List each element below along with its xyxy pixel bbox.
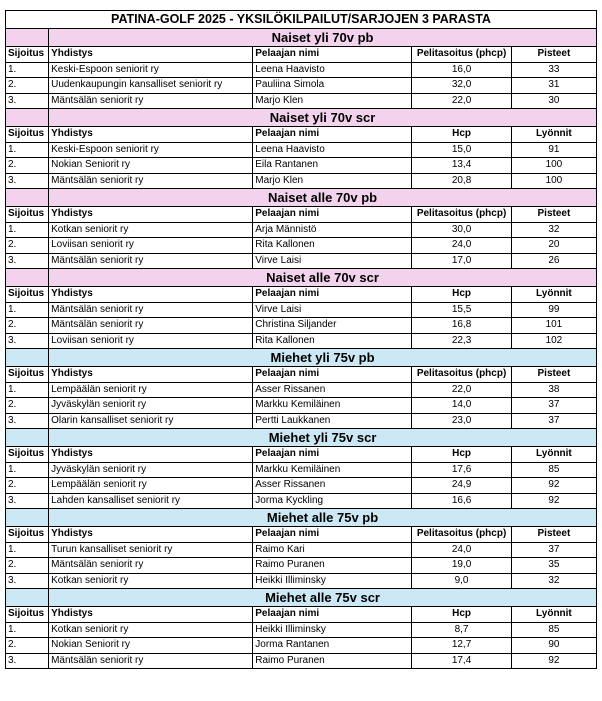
score-cell: 33 xyxy=(511,62,596,78)
column-header-handicap: Hcp xyxy=(412,447,512,463)
club-cell: Mäntsälän seniorit ry xyxy=(49,318,253,334)
rank-cell: 2. xyxy=(6,398,49,414)
handicap-cell: 16,6 xyxy=(412,493,512,509)
column-header-rank: Sijoitus xyxy=(6,47,49,63)
handicap-cell: 19,0 xyxy=(412,558,512,574)
column-header-score: Pisteet xyxy=(511,527,596,543)
table-row xyxy=(6,462,597,478)
club-cell: Kotkan seniorit ry xyxy=(49,622,253,638)
handicap-cell: 9,0 xyxy=(412,573,512,589)
score-cell: 37 xyxy=(511,542,596,558)
column-header-handicap: Pelitasoitus (phcp) xyxy=(412,367,512,383)
rank-cell: 1. xyxy=(6,302,49,318)
club-cell: Lahden kansalliset seniorit ry xyxy=(49,493,253,509)
column-header-score: Pisteet xyxy=(511,367,596,383)
column-header-handicap: Pelitasoitus (phcp) xyxy=(412,207,512,223)
results-table xyxy=(5,10,597,669)
rank-cell: 3. xyxy=(6,93,49,109)
rank-cell: 2. xyxy=(6,478,49,494)
column-header-rank: Sijoitus xyxy=(6,527,49,543)
club-cell: Kotkan seniorit ry xyxy=(49,222,253,238)
score-cell: 85 xyxy=(511,622,596,638)
column-header-club: Yhdistys xyxy=(49,447,253,463)
column-header-handicap: Hcp xyxy=(412,287,512,303)
score-cell: 30 xyxy=(511,93,596,109)
table-row xyxy=(6,222,597,238)
score-cell: 101 xyxy=(511,318,596,334)
club-cell: Mäntsälän seniorit ry xyxy=(49,253,253,269)
player-cell: Virve Laisi xyxy=(253,302,412,318)
score-cell: 26 xyxy=(511,253,596,269)
player-cell: Jorma Rantanen xyxy=(253,638,412,654)
handicap-cell: 12,7 xyxy=(412,638,512,654)
score-cell: 85 xyxy=(511,462,596,478)
club-cell: Nokian Seniorit ry xyxy=(49,158,253,174)
category-spacer-cell xyxy=(6,269,49,287)
rank-cell: 3. xyxy=(6,173,49,189)
column-header-row xyxy=(6,367,597,383)
player-cell: Heikki Illiminsky xyxy=(253,622,412,638)
player-cell: Markku Kemiläinen xyxy=(253,462,412,478)
handicap-cell: 23,0 xyxy=(412,413,512,429)
score-cell: 99 xyxy=(511,302,596,318)
table-row xyxy=(6,238,597,254)
score-cell: 37 xyxy=(511,413,596,429)
table-row xyxy=(6,398,597,414)
table-row xyxy=(6,158,597,174)
category-spacer-cell xyxy=(6,109,49,127)
rank-cell: 1. xyxy=(6,222,49,238)
rank-cell: 2. xyxy=(6,78,49,94)
handicap-cell: 17,4 xyxy=(412,653,512,669)
table-row xyxy=(6,653,597,669)
column-header-player: Pelaajan nimi xyxy=(253,527,412,543)
score-cell: 92 xyxy=(511,493,596,509)
score-cell: 35 xyxy=(511,558,596,574)
table-row xyxy=(6,413,597,429)
score-cell: 37 xyxy=(511,398,596,414)
category-title: Miehet yli 75v pb xyxy=(49,349,597,367)
player-cell: Raimo Kari xyxy=(253,542,412,558)
column-header-player: Pelaajan nimi xyxy=(253,47,412,63)
handicap-cell: 13,4 xyxy=(412,158,512,174)
club-cell: Lempäälän seniorit ry xyxy=(49,382,253,398)
handicap-cell: 16,0 xyxy=(412,62,512,78)
table-row xyxy=(6,573,597,589)
rank-cell: 2. xyxy=(6,238,49,254)
table-row xyxy=(6,622,597,638)
category-spacer-cell xyxy=(6,509,49,527)
rank-cell: 3. xyxy=(6,253,49,269)
rank-cell: 1. xyxy=(6,462,49,478)
club-cell: Mäntsälän seniorit ry xyxy=(49,302,253,318)
rank-cell: 3. xyxy=(6,413,49,429)
table-row xyxy=(6,638,597,654)
player-cell: Raimo Puranen xyxy=(253,653,412,669)
column-header-score: Lyönnit xyxy=(511,287,596,303)
column-header-player: Pelaajan nimi xyxy=(253,287,412,303)
handicap-cell: 16,8 xyxy=(412,318,512,334)
column-header-row xyxy=(6,527,597,543)
column-header-club: Yhdistys xyxy=(49,287,253,303)
club-cell: Mäntsälän seniorit ry xyxy=(49,558,253,574)
column-header-rank: Sijoitus xyxy=(6,607,49,623)
column-header-player: Pelaajan nimi xyxy=(253,607,412,623)
rank-cell: 3. xyxy=(6,653,49,669)
column-header-score: Pisteet xyxy=(511,47,596,63)
player-cell: Marjo Klen xyxy=(253,173,412,189)
score-cell: 100 xyxy=(511,158,596,174)
column-header-handicap: Hcp xyxy=(412,607,512,623)
category-row xyxy=(6,29,597,47)
player-cell: Eila Rantanen xyxy=(253,158,412,174)
score-cell: 91 xyxy=(511,142,596,158)
category-row xyxy=(6,589,597,607)
club-cell: Turun kansalliset seniorit ry xyxy=(49,542,253,558)
column-header-row xyxy=(6,47,597,63)
score-cell: 32 xyxy=(511,573,596,589)
handicap-cell: 22,0 xyxy=(412,93,512,109)
column-header-row xyxy=(6,127,597,143)
rank-cell: 1. xyxy=(6,542,49,558)
player-cell: Arja Männistö xyxy=(253,222,412,238)
table-row xyxy=(6,78,597,94)
column-header-club: Yhdistys xyxy=(49,607,253,623)
rank-cell: 2. xyxy=(6,558,49,574)
handicap-cell: 24,0 xyxy=(412,238,512,254)
column-header-rank: Sijoitus xyxy=(6,367,49,383)
rank-cell: 3. xyxy=(6,493,49,509)
column-header-score: Lyönnit xyxy=(511,447,596,463)
handicap-cell: 14,0 xyxy=(412,398,512,414)
table-row xyxy=(6,493,597,509)
club-cell: Jyväskylän seniorit ry xyxy=(49,462,253,478)
club-cell: Jyväskylän seniorit ry xyxy=(49,398,253,414)
rank-cell: 2. xyxy=(6,158,49,174)
score-cell: 92 xyxy=(511,653,596,669)
column-header-handicap: Hcp xyxy=(412,127,512,143)
club-cell: Lempäälän seniorit ry xyxy=(49,478,253,494)
player-cell: Jorma Kyckling xyxy=(253,493,412,509)
player-cell: Asser Rissanen xyxy=(253,382,412,398)
club-cell: Olarin kansalliset seniorit ry xyxy=(49,413,253,429)
table-row xyxy=(6,302,597,318)
handicap-cell: 8,7 xyxy=(412,622,512,638)
title-row xyxy=(6,11,597,29)
column-header-club: Yhdistys xyxy=(49,367,253,383)
category-title: Miehet yli 75v scr xyxy=(49,429,597,447)
handicap-cell: 17,6 xyxy=(412,462,512,478)
player-cell: Christina Siljander xyxy=(253,318,412,334)
category-spacer-cell xyxy=(6,429,49,447)
column-header-rank: Sijoitus xyxy=(6,207,49,223)
club-cell: Loviisan seniorit ry xyxy=(49,238,253,254)
club-cell: Kotkan seniorit ry xyxy=(49,573,253,589)
rank-cell: 1. xyxy=(6,62,49,78)
score-cell: 90 xyxy=(511,638,596,654)
column-header-score: Pisteet xyxy=(511,207,596,223)
player-cell: Pauliina Simola xyxy=(253,78,412,94)
category-spacer-cell xyxy=(6,29,49,47)
rank-cell: 2. xyxy=(6,638,49,654)
player-cell: Leena Haavisto xyxy=(253,62,412,78)
handicap-cell: 22,0 xyxy=(412,382,512,398)
table-row xyxy=(6,478,597,494)
category-spacer-cell xyxy=(6,589,49,607)
club-cell: Mäntsälän seniorit ry xyxy=(49,173,253,189)
column-header-player: Pelaajan nimi xyxy=(253,367,412,383)
category-spacer-cell xyxy=(6,189,49,207)
player-cell: Leena Haavisto xyxy=(253,142,412,158)
column-header-club: Yhdistys xyxy=(49,127,253,143)
column-header-player: Pelaajan nimi xyxy=(253,207,412,223)
table-row xyxy=(6,173,597,189)
club-cell: Keski-Espoon seniorit ry xyxy=(49,62,253,78)
category-title: Naiset alle 70v scr xyxy=(49,269,597,287)
rank-cell: 3. xyxy=(6,333,49,349)
player-cell: Rita Kallonen xyxy=(253,333,412,349)
club-cell: Mäntsälän seniorit ry xyxy=(49,653,253,669)
table-row xyxy=(6,253,597,269)
rank-cell: 1. xyxy=(6,382,49,398)
results-sheet xyxy=(5,10,597,669)
table-row xyxy=(6,558,597,574)
table-row xyxy=(6,333,597,349)
column-header-row xyxy=(6,207,597,223)
category-row xyxy=(6,269,597,287)
results-table-body xyxy=(6,11,597,669)
column-header-rank: Sijoitus xyxy=(6,127,49,143)
handicap-cell: 22,3 xyxy=(412,333,512,349)
score-cell: 20 xyxy=(511,238,596,254)
club-cell: Mäntsälän seniorit ry xyxy=(49,93,253,109)
column-header-club: Yhdistys xyxy=(49,47,253,63)
handicap-cell: 32,0 xyxy=(412,78,512,94)
category-row xyxy=(6,189,597,207)
handicap-cell: 17,0 xyxy=(412,253,512,269)
table-row xyxy=(6,382,597,398)
club-cell: Nokian Seniorit ry xyxy=(49,638,253,654)
rank-cell: 1. xyxy=(6,622,49,638)
category-title: Naiset yli 70v pb xyxy=(49,29,597,47)
column-header-player: Pelaajan nimi xyxy=(253,447,412,463)
player-cell: Markku Kemiläinen xyxy=(253,398,412,414)
rank-cell: 3. xyxy=(6,573,49,589)
handicap-cell: 30,0 xyxy=(412,222,512,238)
column-header-rank: Sijoitus xyxy=(6,447,49,463)
handicap-cell: 15,5 xyxy=(412,302,512,318)
table-row xyxy=(6,542,597,558)
rank-cell: 1. xyxy=(6,142,49,158)
column-header-row xyxy=(6,447,597,463)
handicap-cell: 24,0 xyxy=(412,542,512,558)
column-header-score: Lyönnit xyxy=(511,127,596,143)
column-header-club: Yhdistys xyxy=(49,527,253,543)
column-header-rank: Sijoitus xyxy=(6,287,49,303)
score-cell: 102 xyxy=(511,333,596,349)
player-cell: Rita Kallonen xyxy=(253,238,412,254)
table-row xyxy=(6,142,597,158)
player-cell: Asser Rissanen xyxy=(253,478,412,494)
score-cell: 31 xyxy=(511,78,596,94)
table-row xyxy=(6,62,597,78)
score-cell: 100 xyxy=(511,173,596,189)
column-header-player: Pelaajan nimi xyxy=(253,127,412,143)
column-header-score: Lyönnit xyxy=(511,607,596,623)
category-row xyxy=(6,349,597,367)
player-cell: Virve Laisi xyxy=(253,253,412,269)
category-title: Miehet alle 75v scr xyxy=(49,589,597,607)
column-header-handicap: Pelitasoitus (phcp) xyxy=(412,527,512,543)
club-cell: Loviisan seniorit ry xyxy=(49,333,253,349)
column-header-handicap: Pelitasoitus (phcp) xyxy=(412,47,512,63)
category-row xyxy=(6,509,597,527)
category-title: Naiset yli 70v scr xyxy=(49,109,597,127)
category-title: Naiset alle 70v pb xyxy=(49,189,597,207)
category-row xyxy=(6,109,597,127)
category-spacer-cell xyxy=(6,349,49,367)
club-cell: Uudenkaupungin kansalliset seniorit ry xyxy=(49,78,253,94)
category-title: Miehet alle 75v pb xyxy=(49,509,597,527)
page-title: PATINA-GOLF 2025 - YKSILÖKILPAILUT/SARJOJEN 3 PARASTA xyxy=(6,11,597,29)
category-row xyxy=(6,429,597,447)
column-header-row xyxy=(6,607,597,623)
player-cell: Marjo Klen xyxy=(253,93,412,109)
handicap-cell: 24,9 xyxy=(412,478,512,494)
player-cell: Raimo Puranen xyxy=(253,558,412,574)
club-cell: Keski-Espoon seniorit ry xyxy=(49,142,253,158)
table-row xyxy=(6,318,597,334)
player-cell: Pertti Laukkanen xyxy=(253,413,412,429)
player-cell: Heikki Illiminsky xyxy=(253,573,412,589)
rank-cell: 2. xyxy=(6,318,49,334)
column-header-row xyxy=(6,287,597,303)
handicap-cell: 20,8 xyxy=(412,173,512,189)
score-cell: 32 xyxy=(511,222,596,238)
score-cell: 92 xyxy=(511,478,596,494)
column-header-club: Yhdistys xyxy=(49,207,253,223)
table-row xyxy=(6,93,597,109)
handicap-cell: 15,0 xyxy=(412,142,512,158)
score-cell: 38 xyxy=(511,382,596,398)
